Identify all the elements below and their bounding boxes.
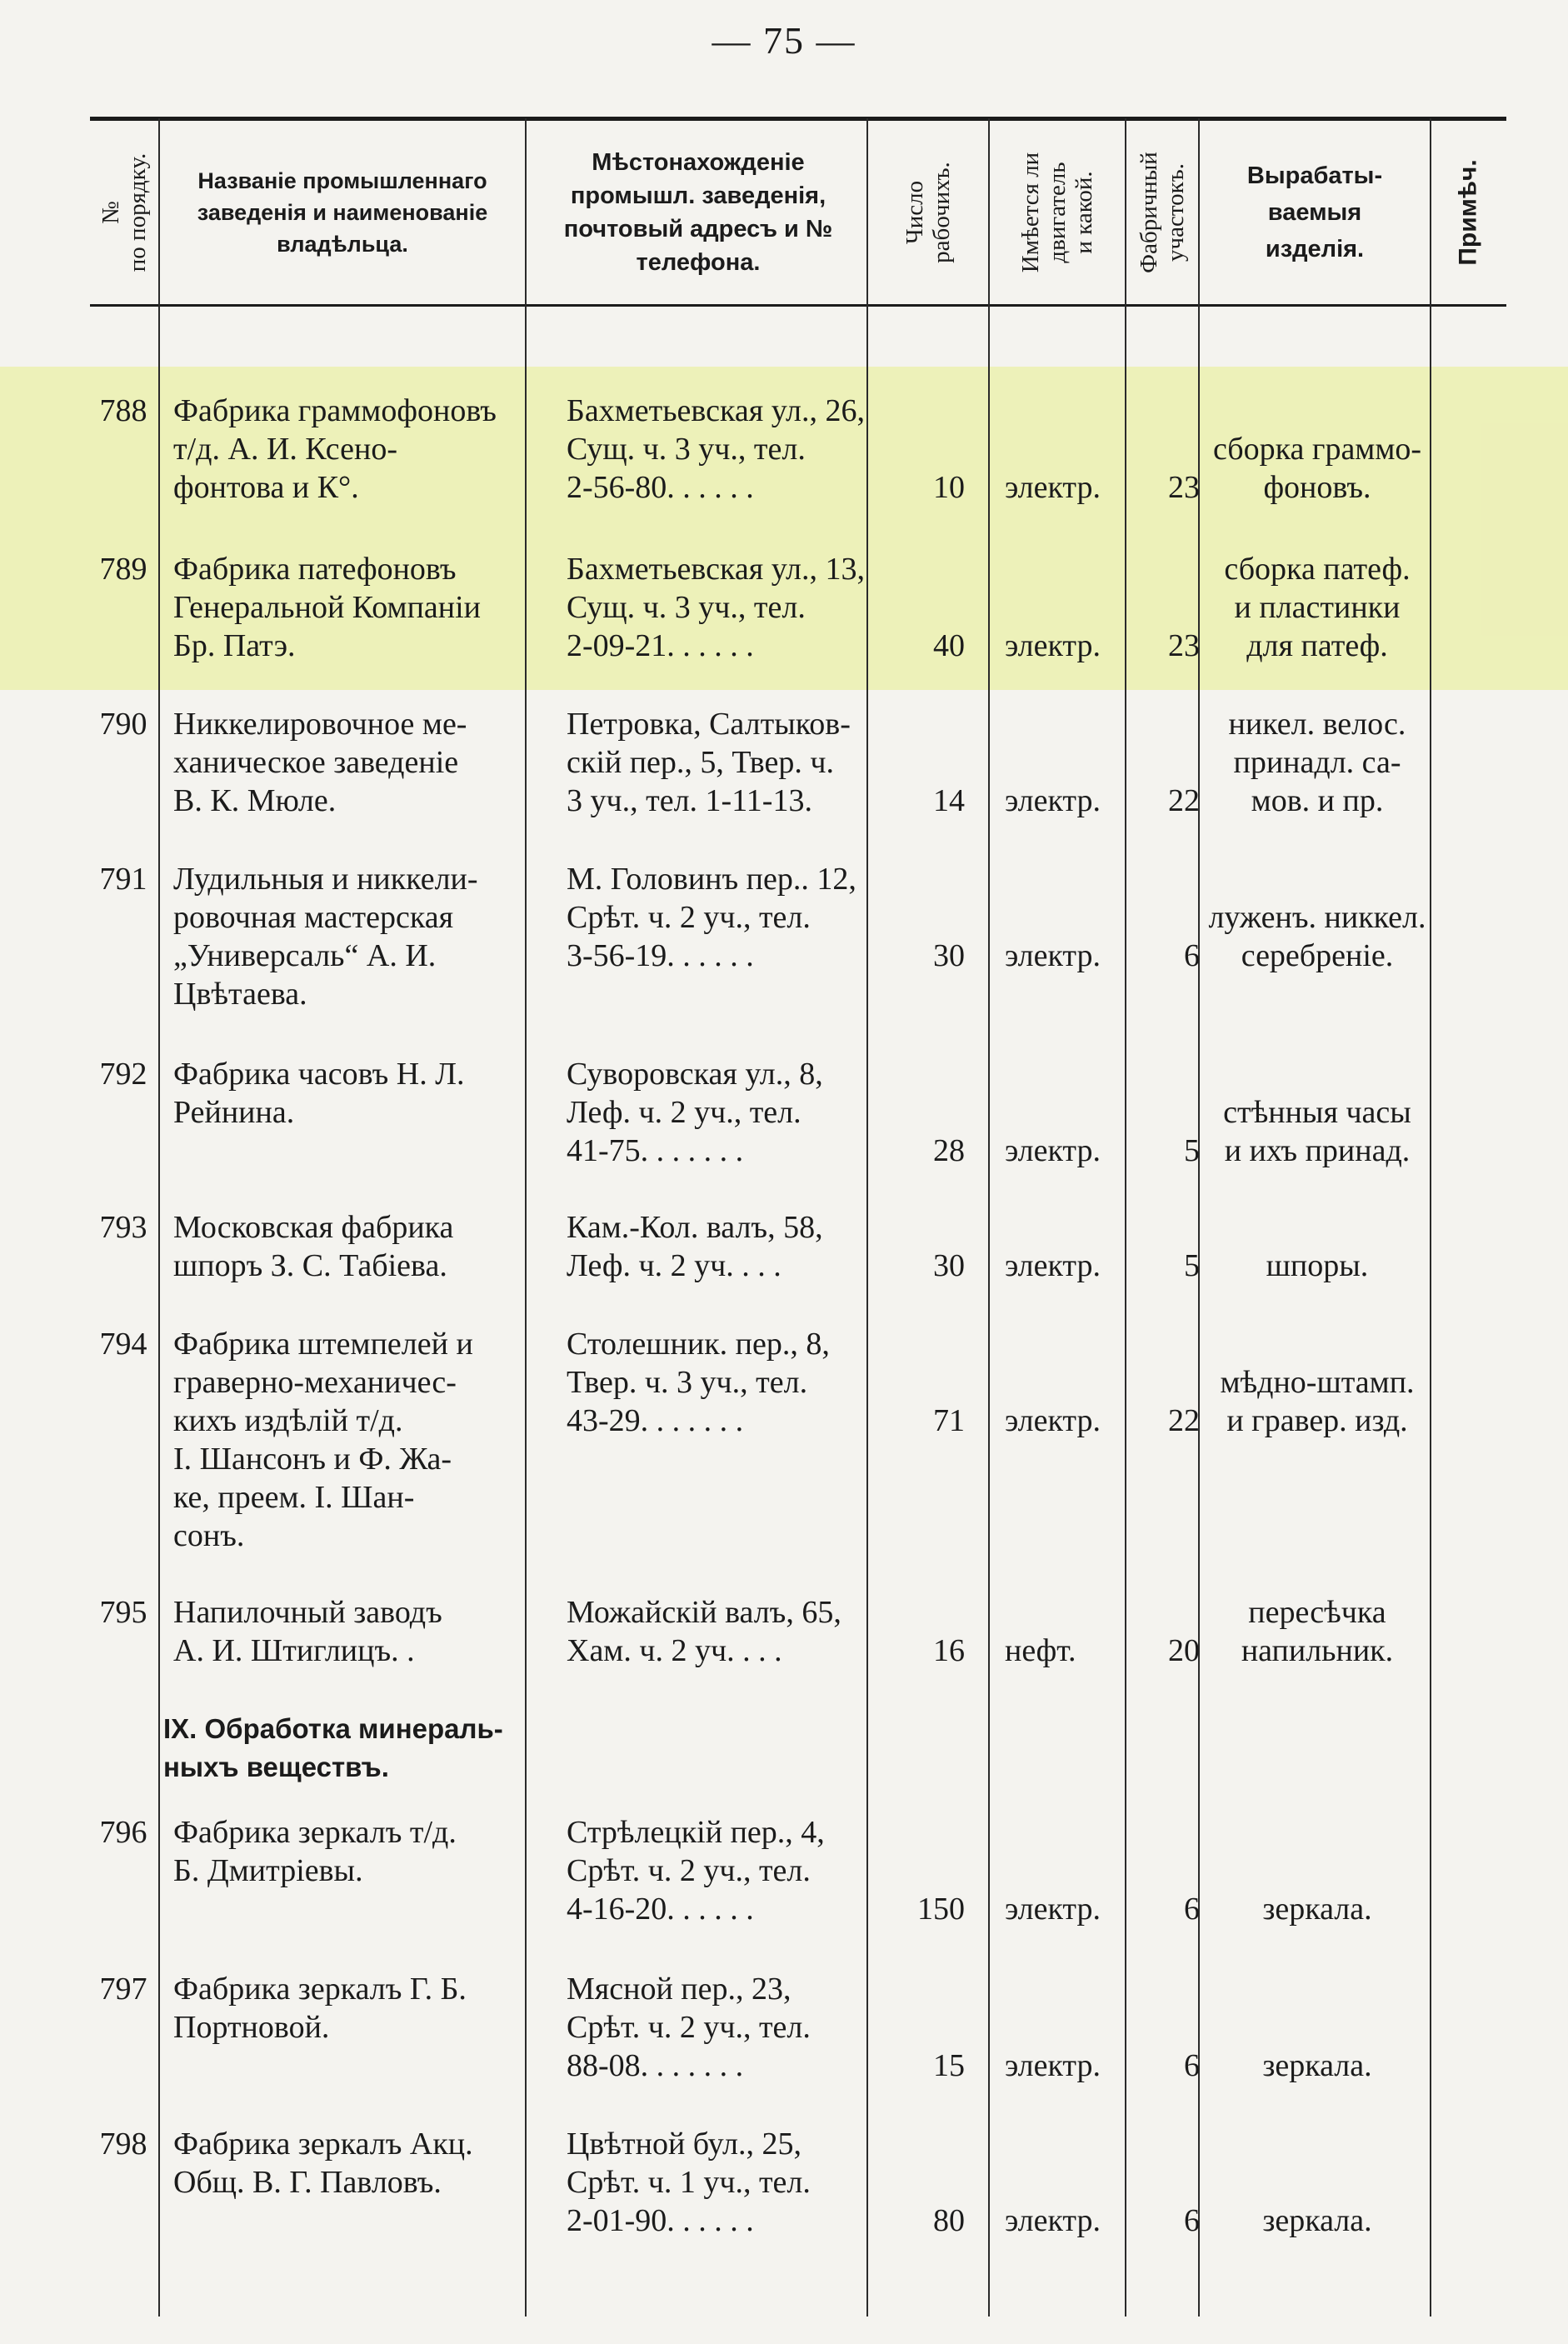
row-products: луженъ. никкел. серебреніе. [1208,900,1426,973]
row-number: 795 [99,1595,147,1630]
header-name-text: Названіе промышленнаго заведенія и наименованіе владѣльца. [197,168,488,257]
row-products: никел. велос. принадл. са- мов. и пр. [1228,707,1406,818]
header-products-text: Вырабаты- ваемыя изделія. [1246,162,1383,262]
section-heading: IX. Обработка минераль- ныхъ веществъ. [163,1713,503,1782]
row-products: шпоры. [1266,1248,1369,1283]
row-products: сборка граммо- фоновъ. [1212,432,1422,505]
row-workers: 30 [933,1248,965,1283]
row-district: 23 [1168,628,1200,663]
row-products: стѣнныя часы и ихъ принад. [1223,1095,1411,1168]
row-name: Фабрика часовъ Н. Л. Рейнина. [173,1057,465,1130]
row-workers: 15 [933,2048,965,2083]
row-district: 22 [1168,783,1200,818]
row-name: Лудильныя и никкели- ровочная мастерская „Универсаль“ А. И. Цвѣтаева. [173,862,478,1012]
row-motor: электр. [1005,470,1101,505]
row-motor: электр. [1005,1248,1101,1283]
row-workers: 14 [933,783,965,818]
row-number: 796 [99,1815,147,1850]
header-rule [90,304,1506,307]
row-workers: 80 [933,2203,965,2238]
row-motor: электр. [1005,1133,1101,1168]
row-address: Суворовская ул., 8, Леф. ч. 2 уч., тел. 41-75. . . . . . . [567,1057,823,1168]
row-district: 5 [1184,1133,1200,1168]
row-number: 797 [99,1972,147,2007]
row-workers: 16 [933,1633,965,1668]
header-district [1126,125,1198,300]
row-address: Столешник. пер., 8, Твер. ч. 3 уч., тел. 43-29. . . . . . . [567,1327,830,1438]
row-name: Напилочный заводъ А. И. Штиглицъ. . [173,1595,442,1668]
row-address: М. Головинъ пер.. 12, Срѣт. ч. 2 уч., тел. 3-56-19. . . . . . [567,862,856,973]
row-district: 6 [1184,938,1200,973]
row-workers: 150 [917,1892,965,1927]
row-motor: электр. [1005,1892,1101,1927]
header-workers-text: Число рабочихъ. [901,162,955,263]
row-name: Фабрика штемпелей и граверно-механичес- кихъ издѣлій т/д. І. Шансонъ и Ф. Жа- ке, преем. І. Шан- сонъ. [173,1327,473,1553]
divider-5 [1125,118,1126,2317]
row-number: 798 [99,2127,147,2162]
row-motor: электр. [1005,2203,1101,2238]
row-name: Фабрика патефоновъ Генеральной Компаніи Бр. Патэ. [173,552,482,663]
divider-6 [1198,118,1200,2317]
header-workers [868,125,988,300]
row-name: Фабрика граммофоновъ т/д. А. И. Ксено- фонтова и К°. [173,393,497,505]
header-products [1200,125,1430,300]
row-address: Цвѣтной бул., 25, Срѣт. ч. 1 уч., тел. 2-01-90. . . . . . [567,2127,811,2238]
row-number: 791 [99,862,147,897]
row-district: 5 [1184,1248,1200,1283]
row-address: Кам.-Кол. валъ, 58, Леф. ч. 2 уч. . . . [567,1210,823,1283]
row-address: Бахметьевская ул., 13, Сущ. ч. 3 уч., тел. 2-09-21. . . . . . [567,552,866,663]
header-district-text: Фабричный участокъ. [1136,152,1190,273]
row-number: 788 [99,393,147,428]
row-workers: 30 [933,938,965,973]
row-products: мѣдно-штамп. и гравер. изд. [1220,1365,1415,1438]
header-number [90,125,158,300]
row-address: Петровка, Салтыков- скій пер., 5, Твер. ч. 3 уч., тел. 1-11-13. [567,707,851,818]
divider-7 [1430,118,1431,2317]
directory-table [90,117,1506,2317]
row-district: 6 [1184,2048,1200,2083]
row-number: 790 [99,707,147,742]
divider-4 [988,118,990,2317]
row-motor: электр. [1005,2048,1101,2083]
row-district: 20 [1168,1633,1200,1668]
row-motor: электр. [1005,1403,1101,1438]
row-district: 6 [1184,2203,1200,2238]
row-name: Московская фабрика шпоръ З. С. Табіева. [173,1210,454,1283]
row-motor: электр. [1005,938,1101,973]
row-name: Фабрика зеркалъ Г. Б. Портновой. [173,1972,467,2045]
row-products: зеркала. [1262,1892,1372,1927]
row-address: Стрѣлецкій пер., 4, Срѣт. ч. 2 уч., тел. 4-16-20. . . . . . [567,1815,825,1927]
top-rule [90,117,1506,121]
row-district: 23 [1168,470,1200,505]
row-number: 792 [99,1057,147,1092]
row-workers: 10 [933,470,965,505]
row-products: зеркала. [1262,2203,1372,2238]
row-number: 793 [99,1210,147,1245]
page-number: — 75 — [712,19,856,62]
row-products: сборка патеф. и пластинки для патеф. [1224,552,1411,663]
divider-2 [525,118,527,2317]
row-address: Мясной пер., 23, Срѣт. ч. 2 уч., тел. 88-08. . . . . . . [567,1972,811,2083]
header-notes-text: Примѣч. [1455,159,1483,266]
row-district: 6 [1184,1892,1200,1927]
row-products: зеркала. [1262,2048,1372,2083]
row-number: 789 [99,552,147,587]
header-location-text: Мѣстонахожденіе промышл. заведенія, почтовый адресъ и № телефона. [563,149,833,276]
header-name [163,125,522,300]
row-address: Бахметьевская ул., 26, Сущ. ч. 3 уч., тел. 2-56-80. . . . . . [567,393,866,505]
header-notes [1431,125,1506,300]
row-name: Фабрика зеркалъ Акц. Общ. В. Г. Павловъ. [173,2127,473,2200]
row-address: Можайскій валъ, 65, Хам. ч. 2 уч. . . . [567,1595,841,1668]
row-motor: электр. [1005,628,1101,663]
row-products: пересѣчка напильник. [1241,1595,1394,1668]
row-name: Никкелировочное ме- ханическое заведеніе В. К. Мюле. [173,707,467,818]
row-motor: электр. [1005,783,1101,818]
header-motor [990,125,1125,300]
header-location [540,125,856,300]
row-district: 22 [1168,1403,1200,1438]
row-motor: нефт. [1005,1633,1076,1668]
header-number-text: № по порядку. [97,152,152,272]
row-workers: 71 [933,1403,965,1438]
row-workers: 28 [933,1133,965,1168]
header-motor-text: Имѣется ли двигатель и какой. [1017,152,1097,273]
row-number: 794 [99,1327,147,1362]
row-workers: 40 [933,628,965,663]
row-name: Фабрика зеркалъ т/д. Б. Дмитріевы. [173,1815,457,1888]
